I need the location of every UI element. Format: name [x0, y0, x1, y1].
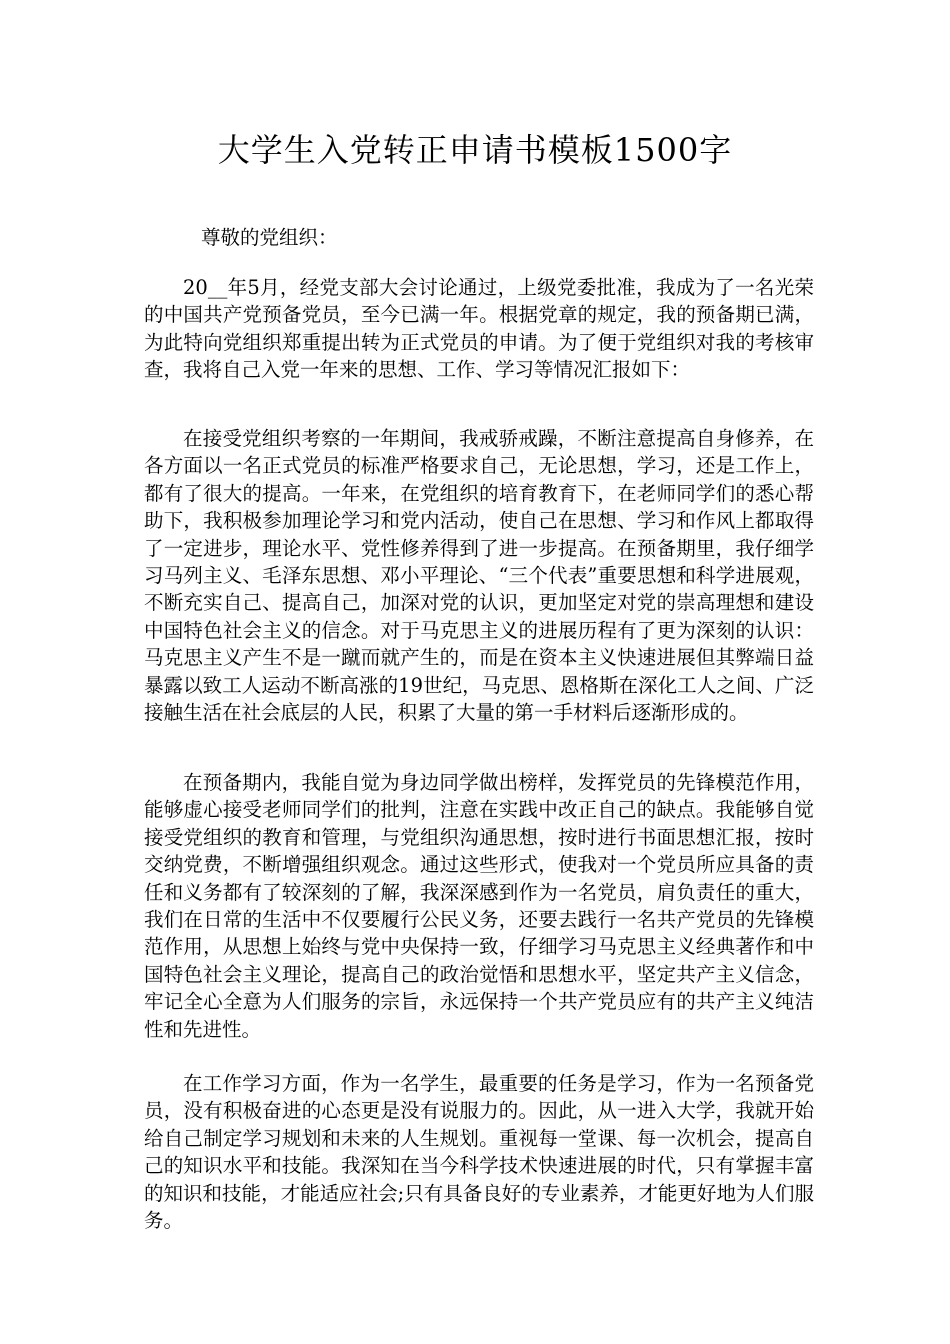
salutation: 尊敬的党组织： — [201, 226, 338, 249]
paragraph-ideological-progress: 在接受党组织考察的一年期间，我戒骄戒躁，不断注意提高自身修养，在各方面以一名正式党员的标准严格要求自己，无论思想，学习，还是工作上，都有了很大的提高。一年来，在党组织的培育教育下，在老师同学们的悉心帮助下，我积极参加理论学习和党内活动，使自己在思想、学习和作风上都取得了一定进步，理论水平、党性修养得到了进一步提高。在预备期里，我仔细学习马列主义、毛泽东思想、邓小平理论、“三个代表”重要思想和科学进展观，不断充实自己、提高自己，加深对党的认识，更加坚定对党的崇高理想和建设中国特色社会主义的信念。对于马克思主义的进展历程有了更为深刻的认识：马克思主义产生不是一蹴而就产生的，而是在资本主义快速进展但其弊端日益暴露以致工人运动不断高涨的19世纪，马克思、恩格斯在深化工人之间、广泛接触生活在社会底层的人民，积累了大量的第一手材料后逐渐形成的。 — [144, 427, 814, 725]
paragraph-study-work: 在工作学习方面，作为一名学生，最重要的任务是学习，作为一名预备党员，没有积极奋进的心态更是没有说服力的。因此，从一进入大学，我就开始给自己制定学习规划和未来的人生规划。重视每一堂课、每一次机会，提高自己的知识水平和技能。我深知在当今科学技术快速进展的时代，只有掌握丰富的知识和技能，才能适应社会;只有具备良好的专业素养，才能更好地为人们服务。 — [144, 1072, 814, 1233]
document-title: 大学生入党转正申请书模板1500字 — [217, 131, 733, 169]
paragraph-application-intro: 20__年5月，经党支部大会讨论通过，上级党委批准，我成为了一名光荣的中国共产党预备党员，至今已满一年。根据党章的规定，我的预备期已满，为此特向党组织郑重提出转为正式党员的申请。为了便于党组织对我的考核审查，我将自己入党一年来的思想、工作、学习等情况汇报如下： — [144, 276, 814, 382]
paragraph-exemplary-role: 在预备期内，我能自觉为身边同学做出榜样，发挥党员的先锋模范作用，能够虚心接受老师同学们的批判，注意在实践中改正自己的缺点。我能够自觉接受党组织的教育和管理，与党组织沟通思想，按时进行书面思想汇报，按时交纳党费，不断增强组织观念。通过这些形式，使我对一个党员所应具备的责任和义务都有了较深刻的了解，我深深感到作为一名党员，肩负责任的重大，我们在日常的生活中不仅要履行公民义务，还要去践行一名共产党员的先锋模范作用，从思想上始终与党中央保持一致，仔细学习马克思主义经典著作和中国特色社会主义理论，提高自己的政治觉悟和思想水平，坚定共产主义信念，牢记全心全意为人们服务的宗旨，永远保持一个共产党员应有的共产主义纯洁性和先进性。 — [144, 771, 814, 1041]
